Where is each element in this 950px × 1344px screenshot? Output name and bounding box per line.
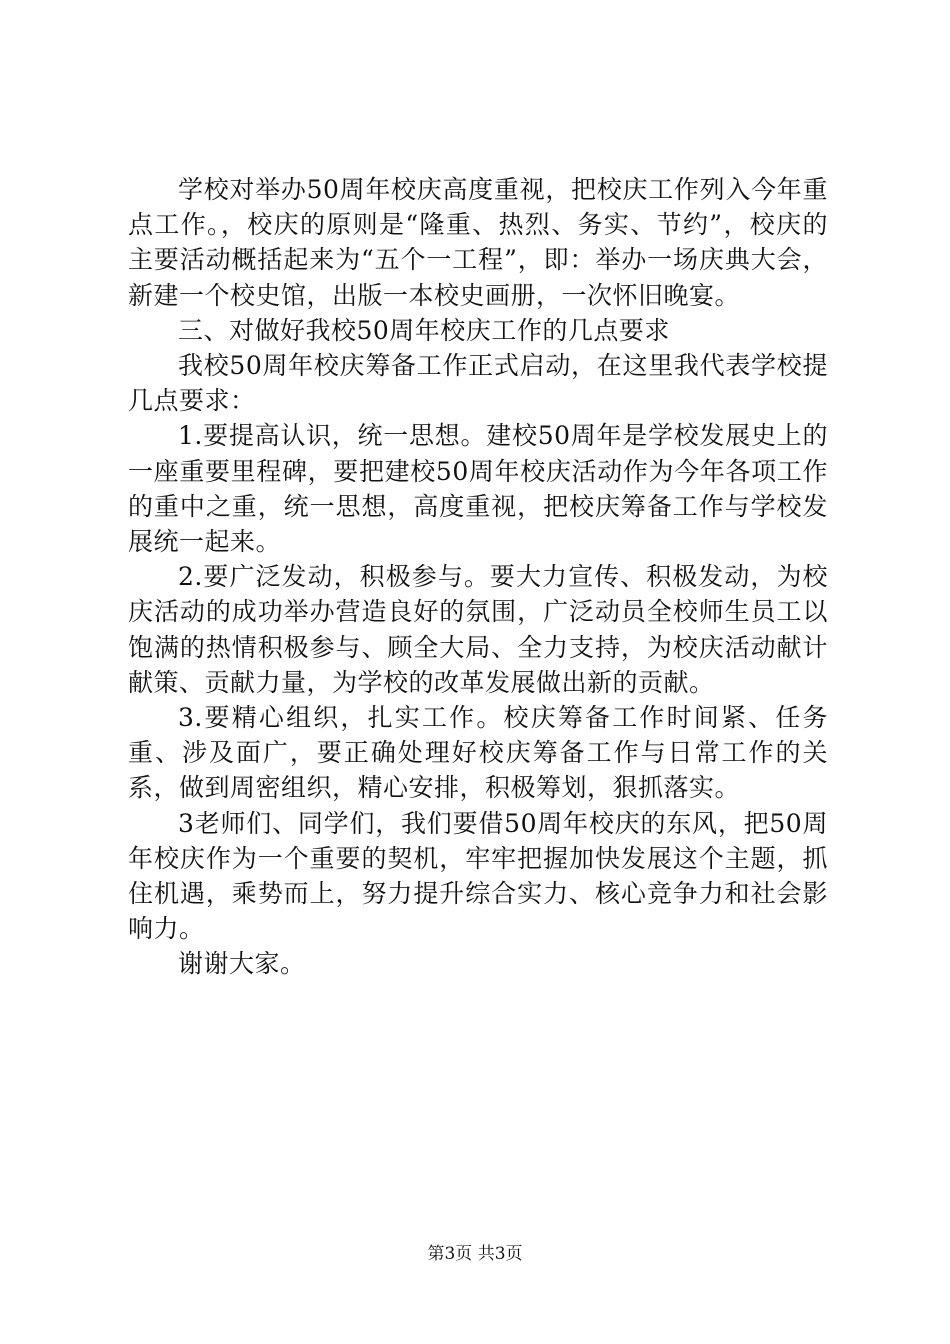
paragraph-requirement-2: 2.要广泛发动，积极参与。要大力宣传、积极发动，为校庆活动的成功举办营造良好的氛围，广泛动员全校师生员工以饱满的热情积极参与、顾全大局、全力支持，为校庆活动献计献策、贡献力量，为学校的改革发展做出新的贡献。 <box>128 562 828 697</box>
page-footer: 第3页 共3页 <box>427 1244 523 1264</box>
paragraph-thanks: 谢谢大家。 <box>178 949 306 979</box>
paragraph-celebration-principles: 学校对举办50周年校庆高度重视，把校庆工作列入今年重点工作。，校庆的原则是“隆重、热烈、务实、节约”，校庆的主要活动概括起来为“五个一工程”，即：举办一场庆典大会，新建一个校史馆，出版一本校史画册，一次怀旧晚宴。 <box>128 175 828 310</box>
paragraph-closing-appeal: 3老师们、同学们，我们要借50周年校庆的东风，把50周年校庆作为一个重要的契机，牢牢把握加快发展这个主题，抓住机遇，乘势而上，努力提升综合实力、核心竞争力和社会影响力。 <box>128 808 828 944</box>
paragraph-requirement-1: 1.要提高认识，统一思想。建校50周年是学校发展史上的一座重要里程碑，要把建校50周年校庆活动作为今年各项工作的重中之重，统一思想，高度重视，把校庆筹备工作与学校发展统一起来。 <box>128 421 828 557</box>
paragraph-preparation-start: 我校50周年校庆筹备工作正式启动，在这里我代表学校提几点要求： <box>128 351 828 416</box>
document-body <box>128 172 828 982</box>
paragraph-requirement-3: 3.要精心组织，扎实工作。校庆筹备工作时间紧、任务重、涉及面广，要正确处理好校庆筹备工作与日常工作的关系，做到周密组织，精心安排，积极筹划，狠抓落实。 <box>128 703 828 803</box>
section-heading-requirements: 三、对做好我校50周年校庆工作的几点要求 <box>178 315 670 345</box>
